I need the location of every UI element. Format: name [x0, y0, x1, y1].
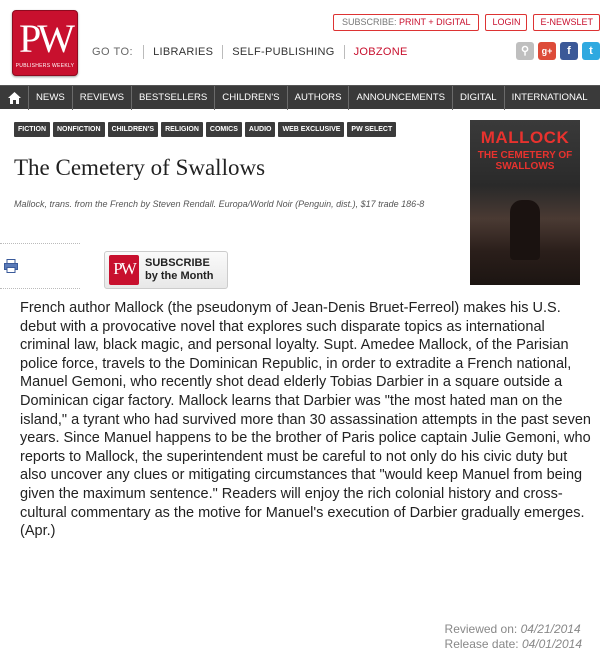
category-tabs	[14, 122, 396, 137]
subscribe-label: SUBSCRIBE:	[342, 17, 397, 27]
print-icon[interactable]	[4, 259, 18, 273]
book-cover[interactable]	[470, 120, 580, 285]
nav-reviews[interactable]: REVIEWS	[72, 86, 131, 110]
logo-letters: PW	[19, 16, 71, 61]
cat-nonfiction[interactable]: NONFICTION	[53, 122, 105, 137]
goto-jobzone[interactable]: JOBZONE	[344, 45, 417, 59]
publication-info: Mallock, trans. from the French by Steven Rendall. Europa/World Noir (Penguin, dist.), $17 trade 186-8	[14, 199, 425, 209]
divider	[0, 288, 80, 289]
cat-web-exclusive[interactable]: WEB EXCLUSIVE	[278, 122, 344, 137]
goto-bar	[92, 45, 417, 59]
cover-title: THE CEMETERY OF SWALLOWS	[477, 150, 573, 172]
subscribe-text	[145, 257, 213, 283]
nav-announcements[interactable]: ANNOUNCEMENTS	[348, 86, 451, 110]
login-link[interactable]: LOGIN	[485, 14, 527, 31]
cat-comics[interactable]: COMICS	[206, 122, 242, 137]
twitter-icon[interactable]: t	[582, 42, 600, 60]
pw-mini-logo: PW	[109, 255, 139, 285]
cover-figure	[510, 200, 540, 260]
top-bar	[333, 14, 600, 31]
reviewed-label: Reviewed on:	[444, 622, 518, 636]
search-icon[interactable]: ⚲	[516, 42, 534, 60]
pw-logo[interactable]	[12, 10, 78, 76]
page-title: The Cemetery of Swallows	[14, 155, 266, 180]
subscribe-line2: by the Month	[145, 270, 214, 282]
release-date: 04/01/2014	[521, 637, 582, 651]
main-nav	[0, 85, 600, 109]
review-text: French author Mallock (the pseudonym of Jean-Denis Bruet-Ferreol) makes his U.S. debut with a provocative novel that explores such disparate topics as international criminal law, black magic, and personal loyalty. Supt. Amedee Mallock, of the Parisian police force, travels to the Dominican Republic, in order to extradite a French national, Manuel Gemoni, who recently shot dead elderly Tobias Darbier in a square outside a Dominican cigar factory. Mallock learns that Darbier was "the most hated man on the island," a tyrant who had survived more than 30 assassination attempts in the past seven years. Since Manuel happens to be the brother of Paris police captain Julie Gemoni, who reports to Mallock, the superintendent must be careful to not only do his civic duty but also uncover any clues or mitigating circumstances that "would keep Manuel from being given the maximum sentence." Readers will enjoy the rich colonial history and cross-cultural commentary as the motive for Manuel's execution of Darbier gradually emerges. (Apr.)	[20, 300, 591, 540]
facebook-icon[interactable]: f	[560, 42, 578, 60]
enewsletter-link[interactable]: E-NEWSLET	[533, 14, 600, 31]
nav-childrens[interactable]: CHILDREN'S	[214, 86, 286, 110]
cat-audio[interactable]: AUDIO	[245, 122, 276, 137]
logo-subtitle: PUBLISHERS WEEKLY	[15, 63, 75, 69]
nav-international[interactable]: INTERNATIONAL	[504, 86, 595, 110]
cover-author: MALLOCK	[480, 128, 570, 147]
nav-digital[interactable]: DIGITAL	[452, 86, 504, 110]
goto-label: GO TO:	[92, 46, 134, 58]
divider	[0, 243, 80, 244]
social-icons	[516, 42, 600, 60]
reviewed-date: 04/21/2014	[520, 622, 581, 636]
nav-news[interactable]: NEWS	[28, 86, 72, 110]
nav-authors[interactable]: AUTHORS	[287, 86, 349, 110]
nav-bestsellers[interactable]: BESTSELLERS	[131, 86, 214, 110]
google-plus-icon[interactable]: g+	[538, 42, 556, 60]
home-icon[interactable]	[0, 86, 28, 110]
subscribe-button[interactable]	[104, 251, 228, 289]
cat-fiction[interactable]: FICTION	[14, 122, 50, 137]
cat-religion[interactable]: RELIGION	[161, 122, 203, 137]
subscribe-link[interactable]	[333, 14, 479, 31]
goto-libraries[interactable]: LIBRARIES	[143, 45, 222, 59]
goto-self-publishing[interactable]: SELF-PUBLISHING	[222, 45, 343, 59]
subscribe-line1: SUBSCRIBE	[145, 257, 210, 269]
cat-pw-select[interactable]: PW SELECT	[347, 122, 396, 137]
review-meta	[445, 622, 582, 652]
cat-childrens[interactable]: CHILDREN'S	[108, 122, 159, 137]
subscribe-value: PRINT + DIGITAL	[399, 17, 471, 27]
release-label: Release date:	[444, 637, 519, 651]
